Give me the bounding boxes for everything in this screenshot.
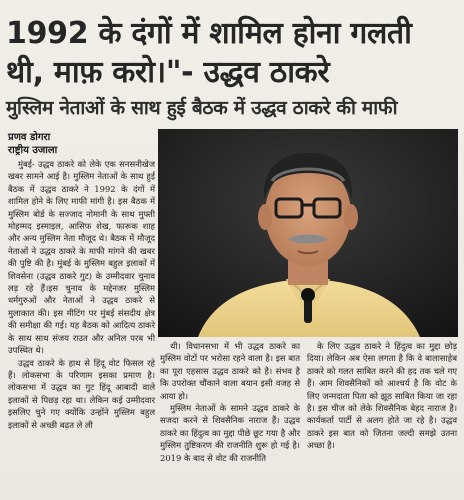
byline xyxy=(8,131,57,157)
subheadline: मुस्लिम नेताओं के साथ हुई बैठक में उद्धव ठाकरे की माफी xyxy=(6,97,398,119)
article-column-3 xyxy=(307,340,457,498)
headline-line-1: 1992 के दंगों में शामिल होना गलती xyxy=(6,16,412,51)
paragraph: थी। विधानसभा में भी उद्धव ठाकरे का मुस्लिम वोटों पर भरोसा रहने वाला है। इस बात का पूरा एहसास उद्धव ठाकरे को है। संभव है कि उपरोक्त चौंकाने वाला बयान इसी वजह से आया हो। xyxy=(160,341,300,401)
article-photo xyxy=(158,129,458,337)
speaker-photo-illustration xyxy=(158,129,458,337)
paragraph: के लिए उद्धव ठाकरे ने हिंदुत्व का मुद्दा छोड़ दिया। लेकिन अब ऐसा लगता है कि वे बालासाहेब ठाकरे को गलत साबित करने की हद तक चले गए हैं। आम शिवसैनिकों को आश्चर्य है कि वोट के लिए जन्मदाता पिता को झूठ साबित किया जा रहा है। इस चीज को लेके शिवसैनिक बेहद नाराज है। कार्यकर्ता पार्टी से अलग होते जा रहे है। उद्धव ठाकरे इस बात को जितना जल्दी समझे उतना अच्छा है। xyxy=(307,341,457,451)
article-column-1 xyxy=(8,158,155,498)
headline-line-2: थी, माफ़ करो।"- उद्धव ठाकरे xyxy=(6,55,330,90)
paragraph: मुंबई- उद्धव ठाकरे को लेके एक सनसनीखेज खबर सामने आई है। मुस्लिम नेताओं के साथ हुई बैठक में उद्धव ठाकरे ने 1992 के दंगों में शामिल होने के लिए माफी मांगी है। इस बैठक में मुस्लिम बोर्ड के सज्जाद नोमानी के साथ मुफ्ती मोहम्मद इस्माइल, आसिफ शेख, फारूक शाह और अन्य मुस्लिम नेता मौजूद थे। बैठक में मौजूद नेताओं ने उद्धव ठाकरे के माफी मांगने की खबर की पुष्टि की है। मुंबई के मुस्लिम बहुल इलाकों में शिवसेना (उद्धव ठाकरे गुट) के उम्मीदवार चुनाव लड़ रहे हैं।इस चुनाव के मद्देनजर मुस्लिम धर्मगुरुओं और नेताओं ने उद्धव ठाकरे से मुलाकात की। इस मीटिंग पर मुंबई संसदीय क्षेत्र की समीक्षा की गई। यह बैठक को आदित्य ठाकरे के साथ साथ संजय राउत और अनिल परब भी उपस्थित थे। xyxy=(8,159,155,356)
byline-name: प्रणव डोगरा xyxy=(8,132,51,143)
paragraph: उद्धव ठाकरे के हाथ से हिंदू वोट फिसल रहे हैं। लोकसभा के परिणाम इसका प्रमाण है। लोकसभा में उद्धव का गुट हिंदू आबादी वाले इलाकों से पिछड़ रहा था। लेकिन कई उम्मीदवार इसलिए चुने गए क्योंकि उन्होंने मुस्लिम बहुल इलाकों से अच्छी बढ़त ले ली xyxy=(8,357,155,430)
paragraph: मुस्लिम नेताओं के सामने उद्धव ठाकरे के सजदा करने से शिवसैनिक नाराज हैं। उद्धव ठाकरे का हिंदुत्व का मुद्दा पीछे छूट गया है और मुस्लिम तुष्टिकरण की राजनीति शुरू हो गई है। 2019 के बाद से वोट की राजनीति xyxy=(160,403,300,463)
byline-outlet: राष्ट्रीय उजाला xyxy=(8,145,58,156)
headline xyxy=(6,14,460,92)
article-column-2 xyxy=(160,340,300,498)
